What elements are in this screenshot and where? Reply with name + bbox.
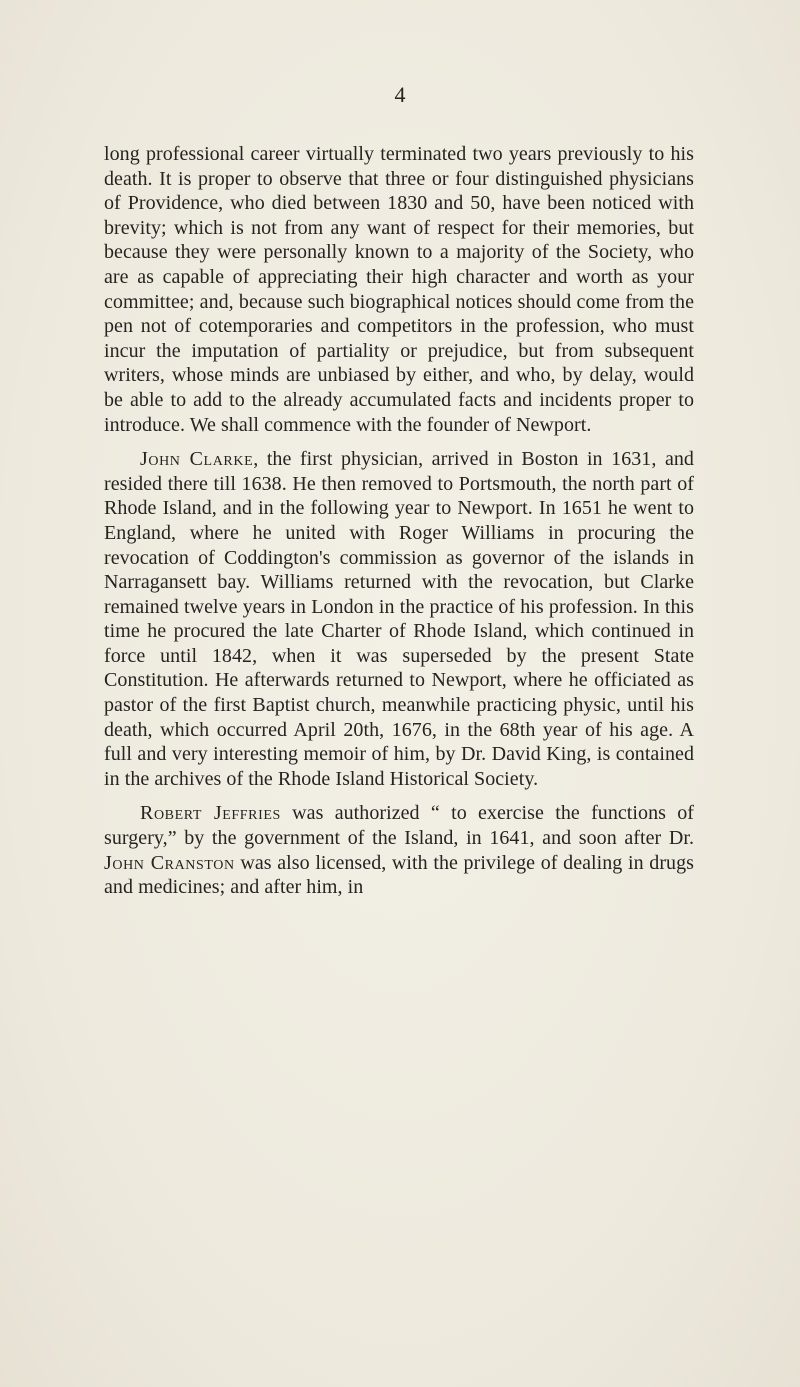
paragraph-text: was also licensed, with the privilege of dealing in drugs and medicines; and after him, in <box>104 851 694 899</box>
paragraph-3 <box>104 801 694 899</box>
paragraph-text: long professional career virtually terminated two years previously to his death. It is proper to observe that three or four distinguished physicians of Providence, who died between 1830 and 50, have been noticed with brevity; which is not from any want of respect for their memories, but because they were personally known to a majority of the Society, who are as capable of appreciating their high character and worth as your committee; and, because such biographical notices should come from the pen not of cotemporaries and competitors in the profession, who must incur the imputation of partiality or prejudice, but from subsequent writers, whose minds are unbiased by either, and who, by delay, would be able to add to the already accumulated facts and incidents proper to introduce. We shall commence with the founder of Newport. <box>104 143 694 436</box>
person-name-john-clarke: John Clarke <box>140 448 254 471</box>
paragraph-text: was authorized “ to exercise the functions of surgery,” by the government of the Island, in 1641, and soon after Dr. <box>104 802 694 850</box>
body-text <box>104 142 694 910</box>
person-name-robert-jeffries: Robert Jeffries <box>140 802 281 825</box>
paragraph-text: , the first physician, arrived in Boston in 1631, and resided there till 1638. He then removed to Portsmouth, the north part of Rhode Island, and in the following year to Newport. In 1651 he went to England, where he united with Roger Williams in procuring the revocation of Coddington's commission as governor of the islands in Narragansett bay. Williams returned with the revocation, but Clarke remained twelve years in London in the practice of his profession. In this time he procured the late Charter of Rhode Island, which continued in force until 1842, when it was superseded by the present State Constitution. He afterwards returned to Newport, where he officiated as pastor of the first Baptist church, meanwhile practicing physic, until his death, which occurred April 20th, 1676, in the 68th year of his age. A full and very interesting memoir of him, by Dr. David King, is contained in the archives of the Rhode Island Historical Society. <box>104 448 694 790</box>
paragraph-2 <box>104 447 694 791</box>
person-name-john-cranston: John Cranston <box>104 851 235 874</box>
paragraph-1 <box>104 142 694 437</box>
page-number: 4 <box>394 82 406 107</box>
